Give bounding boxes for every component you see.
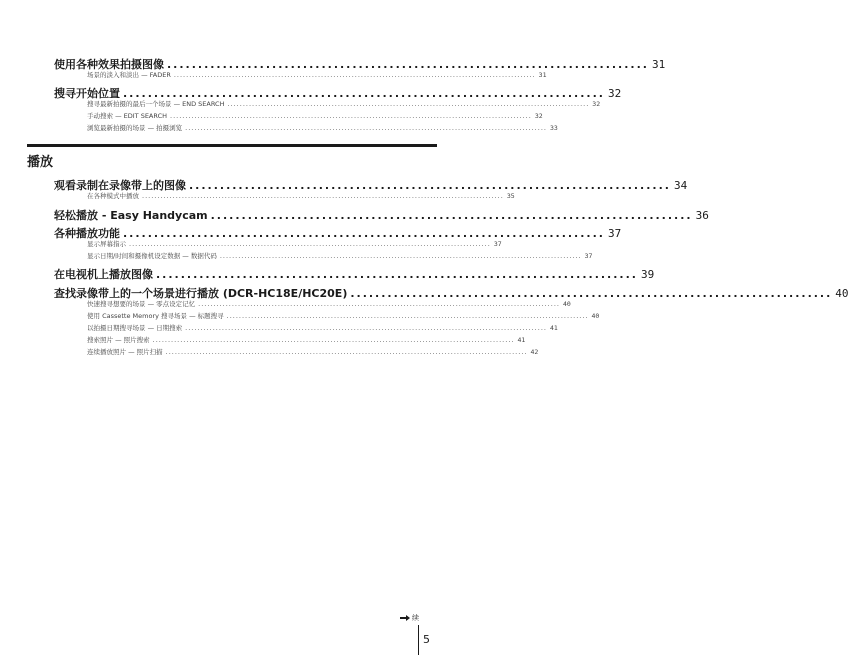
toc-subentry-title: 搜寻最新拍摄的最后一个场景 — END SEARCH [87, 100, 225, 108]
toc-entry-title: 各种播放功能 [54, 227, 120, 240]
dot-leader: ...................................................................................................................... [219, 252, 582, 260]
continued-indicator [400, 613, 419, 623]
toc-subentry-title: 显示日期/时间和摄像机设定数据 — 数据代码 [87, 252, 217, 260]
toc-subentry[interactable] [87, 347, 539, 356]
toc-subentry[interactable] [87, 239, 502, 248]
dot-leader: ...................................................................................................................... [165, 348, 528, 356]
section-rule [27, 144, 437, 147]
toc-subentry-title: 以拍摄日期搜寻场景 — 日期搜索 [87, 324, 183, 332]
toc-subentry[interactable] [87, 335, 526, 344]
dot-leader: ...................................................................................................................... [198, 300, 560, 308]
toc-subentry[interactable] [87, 111, 543, 120]
toc-entry-title: 轻松播放 - Easy Handycam [54, 209, 208, 222]
toc-subentry[interactable] [87, 311, 600, 320]
toc-subentry[interactable] [87, 99, 601, 108]
toc-subentry-page: 37 [584, 252, 593, 260]
toc-subentry-page: 32 [592, 100, 601, 108]
toc-entry-title: 观看录制在录像带上的图像 [54, 179, 186, 192]
dot-leader: .............................................................................. [123, 227, 605, 240]
toc-subentry-page: 33 [549, 124, 558, 132]
toc-entry-title: 搜寻开始位置 [54, 87, 120, 100]
toc-subentry-page: 31 [538, 71, 547, 79]
page-number-bar [418, 625, 419, 655]
toc-entry-title: 在电视机上播放图像 [54, 268, 153, 281]
toc-subentry[interactable] [87, 70, 547, 79]
dot-leader: ...................................................................................................................... [170, 112, 532, 120]
dot-leader: ...................................................................................................................... [185, 124, 547, 132]
toc-subentry[interactable] [87, 191, 515, 200]
toc-entry-page: 32 [607, 87, 622, 100]
toc-subentry-title: 搜索照片 — 照片搜索 [87, 336, 150, 344]
toc-entry-page: 37 [607, 227, 622, 240]
toc-subentry[interactable] [87, 299, 571, 308]
arrow-right-icon [400, 615, 410, 621]
toc-subentry-title: 显示屏幕指示 [87, 240, 126, 248]
page-number: 5 [423, 633, 430, 646]
toc-subentry-page: 41 [517, 336, 526, 344]
toc-subentry-page: 37 [493, 240, 502, 248]
continued-label: 续 [412, 614, 419, 622]
toc-subentry[interactable] [87, 323, 558, 332]
section-title: 播放 [27, 155, 54, 170]
dot-leader: ...................................................................................................................... [129, 240, 491, 248]
dot-leader: .............................................................................. [156, 268, 638, 281]
toc-subentry-title: 使用 Cassette Memory 搜寻场景 — 标题搜寻 [87, 312, 224, 320]
toc-subentry-title: 快速搜寻想要的场景 — 零点设定记忆 [87, 300, 196, 308]
toc-subentry-title: 手动搜索 — EDIT SEARCH [87, 112, 167, 120]
dot-leader: .............................................................................. [210, 209, 693, 222]
toc-entry-page: 36 [695, 209, 709, 222]
dot-leader: .............................................................................. [189, 179, 671, 192]
toc-subentry-page: 41 [549, 324, 558, 332]
dot-leader: ...................................................................................................................... [226, 312, 589, 320]
dot-leader: ...................................................................................................................... [227, 100, 590, 108]
toc-subentry-page: 40 [562, 300, 571, 308]
toc-entry-page: 39 [640, 268, 655, 281]
toc-subentry-title: 在各种模式中播放 [87, 192, 139, 200]
toc-subentry-title: 连续播放照片 — 照片扫描 [87, 348, 163, 356]
toc-subentry-page: 42 [530, 348, 539, 356]
dot-leader: ...................................................................................................................... [173, 71, 536, 79]
toc-entry-page: 31 [651, 58, 666, 71]
toc-entry[interactable] [54, 266, 655, 282]
toc-entry-page: 34 [673, 179, 688, 192]
toc-subentry-title: 场景的淡入和淡出 — FADER [87, 71, 171, 79]
dot-leader: ...................................................................................................................... [152, 336, 515, 344]
toc-entry-title: 查找录像带上的一个场景进行播放 (DCR-HC18E/HC20E) [54, 287, 348, 300]
dot-leader: ...................................................................................................................... [185, 324, 547, 332]
dot-leader: .............................................................................. [123, 87, 605, 100]
dot-leader: .............................................................................. [350, 287, 833, 300]
toc-entry-page: 40 [835, 287, 849, 300]
toc-subentry[interactable] [87, 251, 593, 260]
toc-subentry-page: 35 [506, 192, 515, 200]
toc-subentry[interactable] [87, 123, 558, 132]
toc-subentry-title: 浏览最新拍摄的场景 — 拍摄浏览 [87, 124, 183, 132]
dot-leader: ...................................................................................................................... [142, 192, 504, 200]
toc-subentry-page: 32 [534, 112, 543, 120]
toc-subentry-page: 40 [591, 312, 600, 320]
dot-leader: .............................................................................. [167, 58, 649, 71]
toc-entry-title: 使用各种效果拍摄图像 [54, 58, 164, 71]
toc-entry[interactable] [54, 207, 709, 223]
